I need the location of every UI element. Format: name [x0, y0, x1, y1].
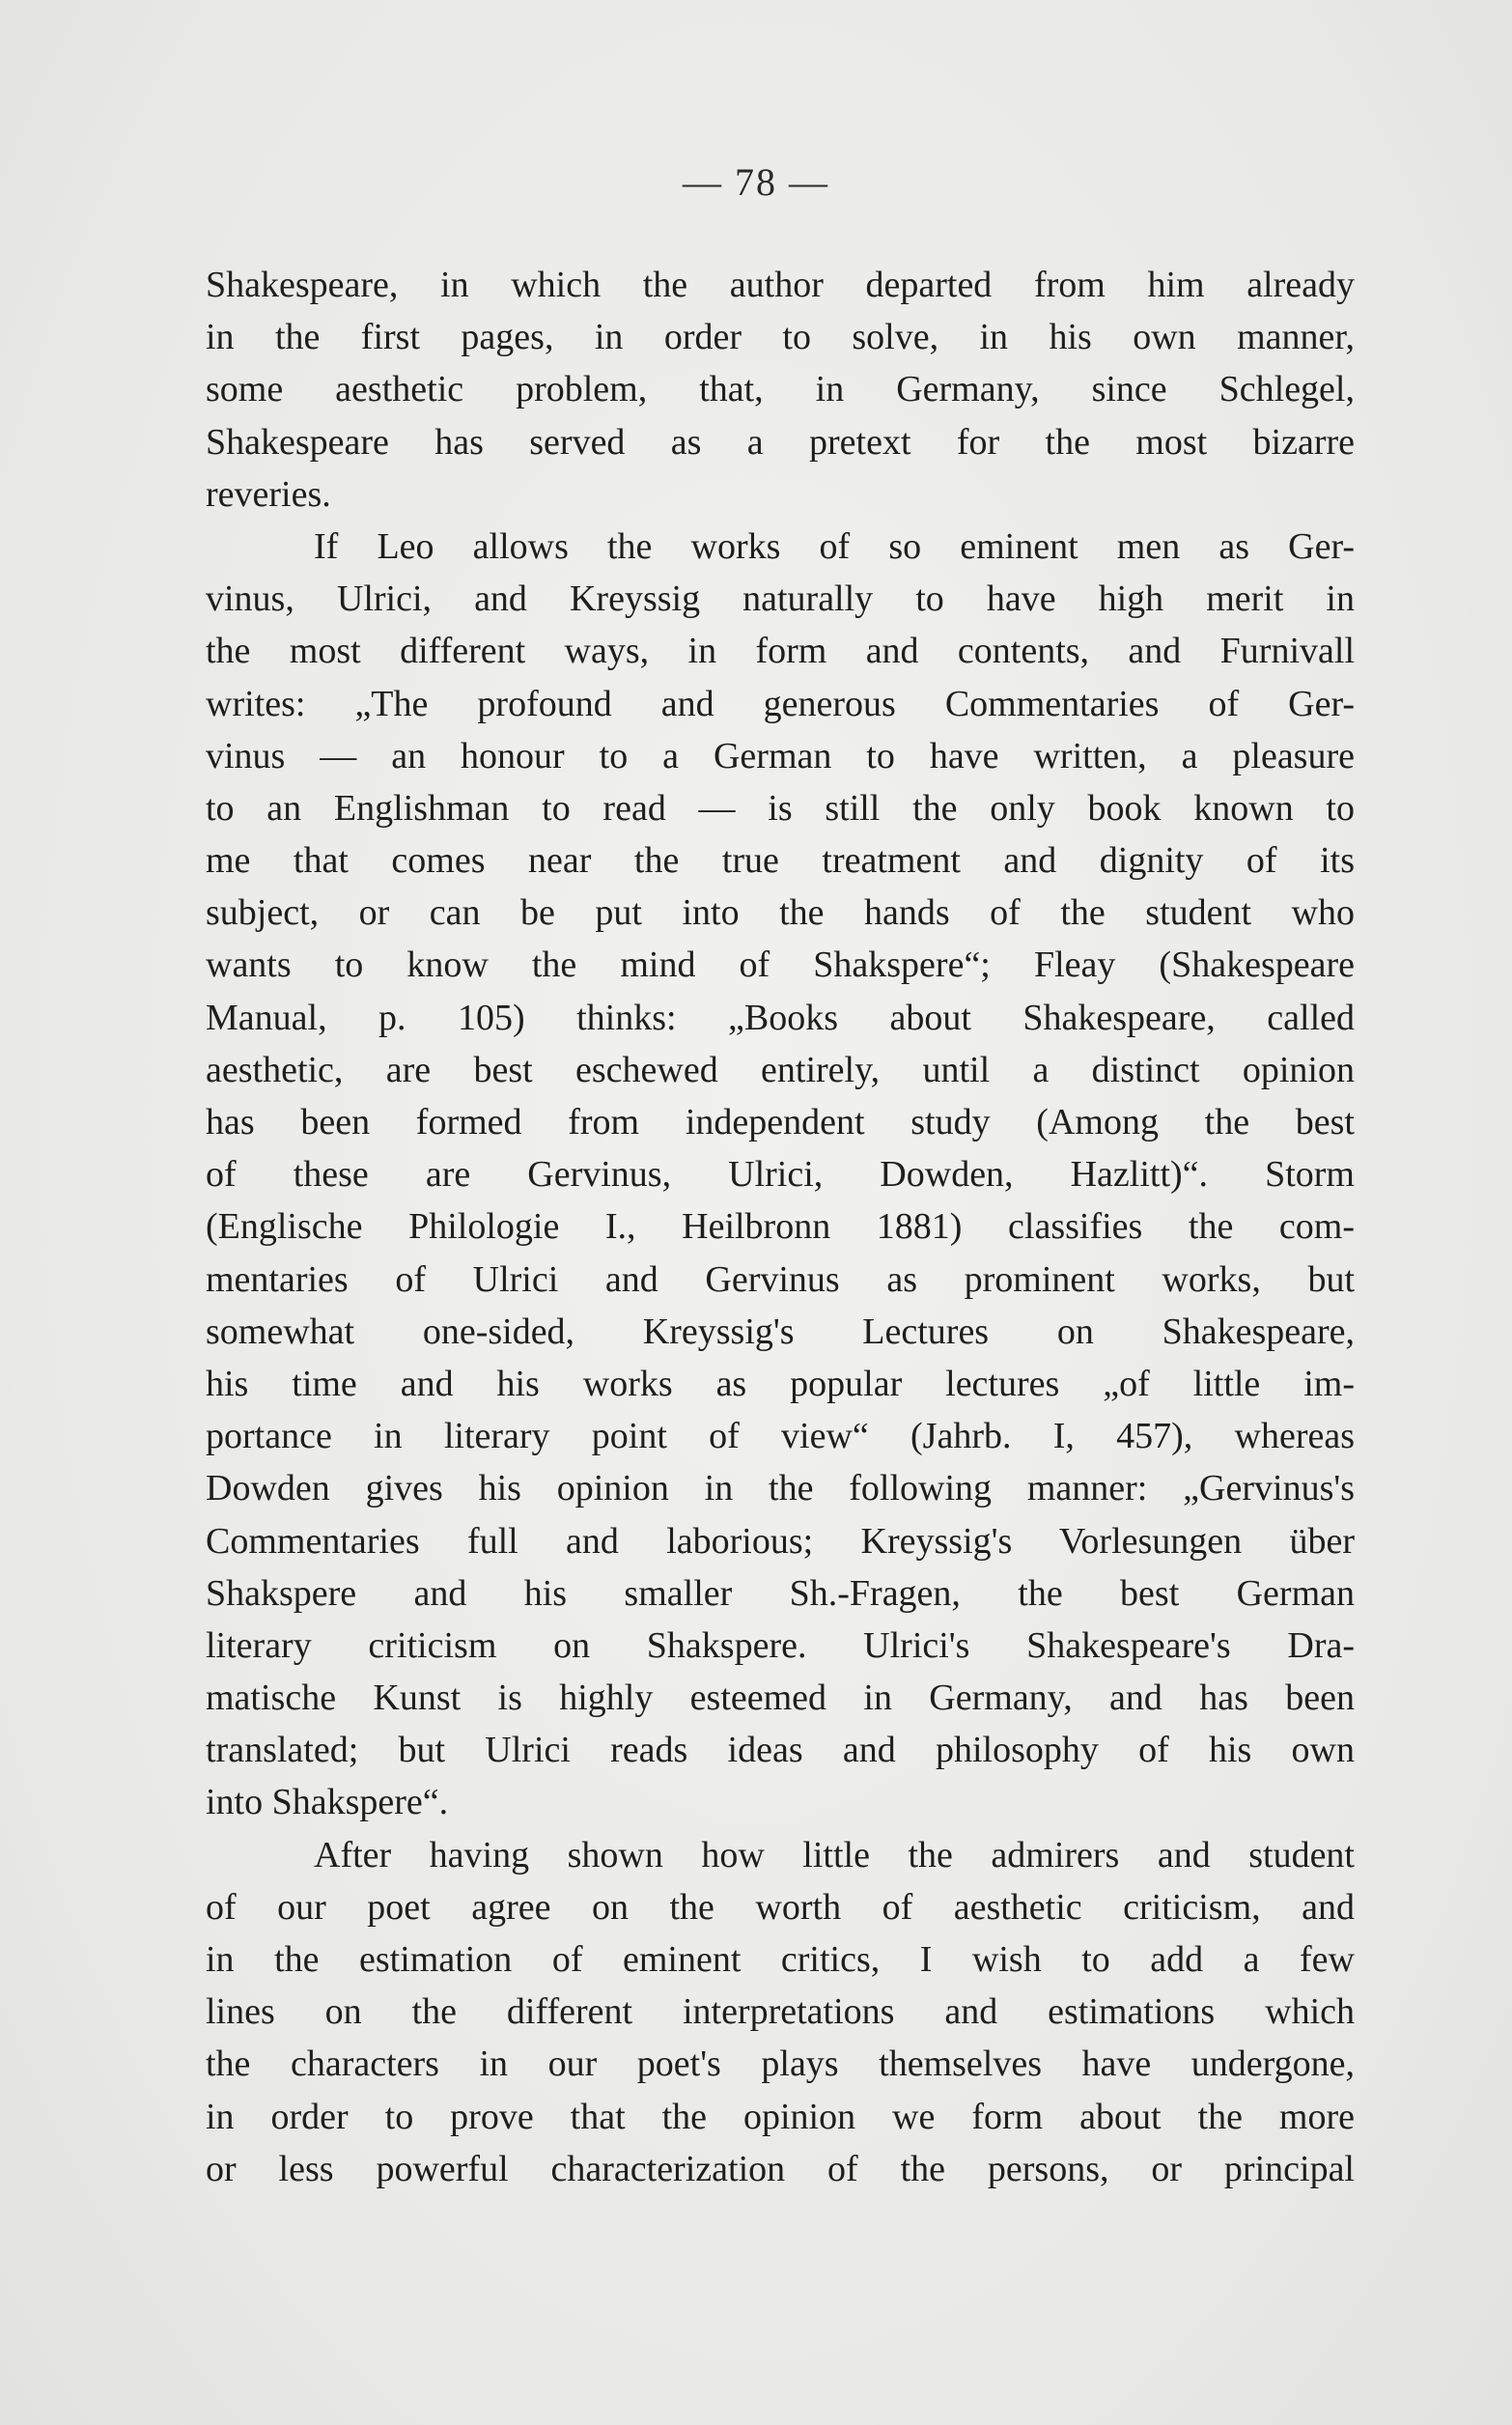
- text-line-paragraph-start: After having shown how little the admirers and student: [314, 1834, 1355, 1875]
- text-line: in the first pages, in order to solve, in his own manner,: [206, 317, 1355, 358]
- text-line: (Englische Philologie I., Heilbronn 1881) classifies the com-: [206, 1206, 1355, 1248]
- text-line: Commentaries full and laborious; Kreyssig's Vorlesungen über: [206, 1520, 1355, 1562]
- text-line: mentaries of Ulrici and Gervinus as prominent works, but: [206, 1258, 1355, 1300]
- text-line: has been formed from independent study (Among the best: [206, 1102, 1355, 1142]
- text-line: Shakspere and his smaller Sh.-Fragen, the best German: [206, 1572, 1355, 1614]
- text-line: vinus — an honour to a German to have written, a pleasure: [206, 735, 1355, 776]
- text-line: in the estimation of eminent critics, I wish to add a few: [206, 1939, 1355, 1980]
- text-line: of these are Gervinus, Ulrici, Dowden, Hazlitt)“. Storm: [206, 1154, 1355, 1196]
- text-line: writes: „The profound and generous Commentaries of Ger-: [206, 683, 1355, 724]
- text-line: aesthetic, are best eschewed entirely, until a distinct opinion: [206, 1049, 1355, 1090]
- text-line: portance in literary point of view“ (Jahrb. I, 457), whereas: [206, 1416, 1355, 1457]
- text-line: in order to prove that the opinion we form about the more: [206, 2096, 1355, 2137]
- text-line: his time and his works as popular lectures „of little im-: [206, 1363, 1355, 1404]
- text-line: wants to know the mind of Shakspere“; Fleay (Shakespeare: [206, 945, 1355, 986]
- text-line: into Shakspere“.: [206, 1782, 449, 1823]
- text-line: translated; but Ulrici reads ideas and philosophy of his own: [206, 1730, 1355, 1771]
- text-line: the most different ways, in form and contents, and Furnivall: [206, 631, 1355, 672]
- text-line: matische Kunst is highly esteemed in Germany, and has been: [206, 1678, 1355, 1719]
- text-line: lines on the different interpretations and estimations which: [206, 1991, 1355, 2033]
- text-line: vinus, Ulrici, and Kreyssig naturally to have high merit in: [206, 578, 1355, 620]
- page-number: — 78 —: [683, 160, 829, 204]
- text-line: Manual, p. 105) thinks: „Books about Shakespeare, called: [206, 997, 1355, 1038]
- text-line: of our poet agree on the worth of aesthetic criticism, and: [206, 1886, 1355, 1928]
- text-line: Shakespeare, in which the author departed from him already: [206, 265, 1355, 305]
- text-line: somewhat one-sided, Kreyssig's Lectures on Shakespeare,: [206, 1311, 1355, 1352]
- text-line: literary criticism on Shakspere. Ulrici's Shakespeare's Dra-: [206, 1624, 1355, 1666]
- text-line: Shakespeare has served as a pretext for the most bizarre: [206, 421, 1355, 463]
- text-line: or less powerful characterization of the persons, or principal: [206, 2148, 1355, 2189]
- text-line: Dowden gives his opinion in the following manner: „Gervinus's: [206, 1468, 1355, 1509]
- text-line: some aesthetic problem, that, in Germany, since Schlegel,: [206, 369, 1355, 410]
- text-line: reveries.: [206, 473, 331, 515]
- text-line-paragraph-start: If Leo allows the works of so eminent men as Ger-: [314, 525, 1355, 567]
- text-line: subject, or can be put into the hands of the student who: [206, 892, 1355, 934]
- text-line: to an Englishman to read — is still the only book known to: [206, 787, 1355, 829]
- body-text: [206, 259, 1355, 2195]
- text-line: the characters in our poet's plays themselves have undergone,: [206, 2044, 1355, 2085]
- text-line: me that comes near the true treatment and dignity of its: [206, 840, 1355, 882]
